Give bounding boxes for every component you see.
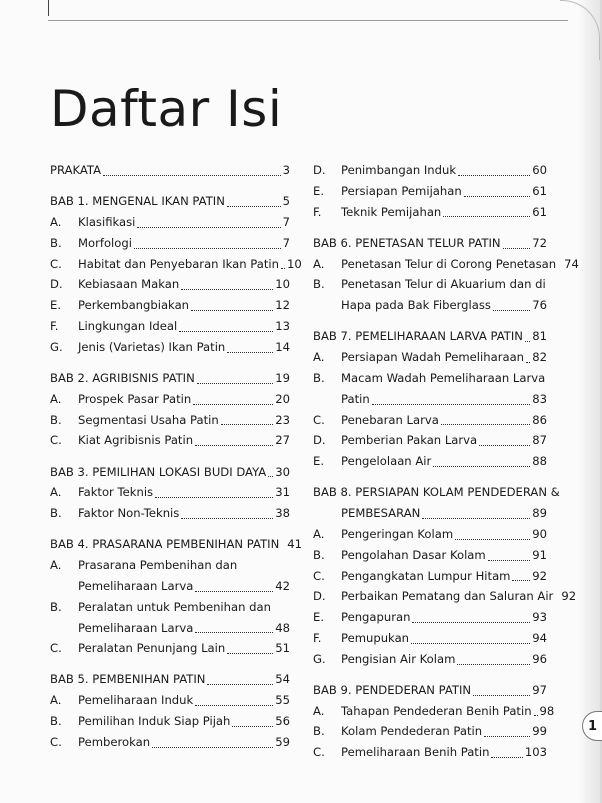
toc-entry[interactable] <box>313 649 547 670</box>
toc-entry-title: Pengolahan Dasar Kolam <box>341 547 486 562</box>
toc-entry-letter: D. <box>313 163 326 177</box>
toc-entry-letter: A. <box>50 485 62 500</box>
toc-entry-letter: A. <box>50 558 62 573</box>
dot-leader <box>193 403 273 405</box>
toc-entry-title: Tahapan Pendederan Benih Patin <box>341 703 532 718</box>
toc-page-number: 38 <box>275 506 290 521</box>
toc-page-number: 88 <box>532 454 547 469</box>
section-gap <box>50 181 290 191</box>
toc-entry[interactable] <box>313 368 547 389</box>
toc-page-number: 99 <box>532 724 547 739</box>
toc-entry[interactable] <box>313 410 547 431</box>
toc-entry-title: Morfologi <box>78 235 132 250</box>
toc-entry[interactable] <box>313 701 555 722</box>
dot-leader <box>232 725 273 727</box>
toc-entry-title: Faktor Teknis <box>78 485 154 500</box>
toc-entry-title: Pemupukan <box>341 630 410 645</box>
toc-page-number: 12 <box>275 298 290 313</box>
toc-page-number: 3 <box>282 163 290 177</box>
toc-page-number: 7 <box>282 235 290 250</box>
toc-entry-letter: A. <box>50 214 62 229</box>
toc-page-number: 13 <box>275 318 290 333</box>
toc-entry-letter: B. <box>50 599 62 614</box>
dot-leader <box>512 579 530 581</box>
toc-entry[interactable] <box>313 628 547 649</box>
toc-entry[interactable] <box>313 545 547 566</box>
toc-page-number: 91 <box>532 547 547 562</box>
dot-leader <box>534 714 538 716</box>
toc-column-left <box>50 160 303 753</box>
toc-entry-letter: B. <box>313 370 325 385</box>
toc-entry-title: Pemberian Pakan Larva <box>341 433 478 448</box>
toc-entry[interactable] <box>313 566 547 587</box>
toc-entry[interactable] <box>313 451 547 472</box>
toc-entry[interactable] <box>50 503 290 524</box>
toc-page-number: 5 <box>282 194 290 209</box>
toc-entry-title: Macam Wadah Pemeliharaan Larva <box>341 370 546 385</box>
toc-entry-title: Persiapan Wadah Pemeliharaan <box>341 350 525 365</box>
toc-entry-title: Pengapuran <box>341 610 411 625</box>
toc-page-number: 76 <box>532 298 547 313</box>
page-top-border <box>0 0 600 24</box>
toc-entry-title: Pemeliharaan Induk <box>78 693 194 708</box>
dot-leader <box>181 288 273 290</box>
toc-entry-title: Peralatan untuk Pembenihan dan <box>78 599 271 614</box>
toc-entry-letter: C. <box>50 256 62 271</box>
toc-chapter-entry[interactable] <box>313 326 547 347</box>
dot-leader <box>493 309 530 311</box>
section-gap <box>313 316 547 326</box>
toc-entry-continuation[interactable] <box>50 576 290 597</box>
section-gap <box>50 451 290 461</box>
dot-leader <box>525 340 530 342</box>
toc-page-number: 20 <box>275 391 290 406</box>
dot-leader <box>195 444 273 446</box>
toc-entry-letter: C. <box>50 734 62 749</box>
toc-entry[interactable] <box>50 690 290 711</box>
section-gap <box>50 524 290 534</box>
toc-entry[interactable] <box>313 274 547 295</box>
toc-entry[interactable] <box>313 202 547 223</box>
toc-entry-title: Perbaikan Pematang dan Saluran Air <box>341 589 554 604</box>
toc-chapter-entry[interactable] <box>50 669 290 690</box>
toc-page-number: 103 <box>524 745 547 760</box>
toc-entry[interactable] <box>313 524 547 545</box>
toc-entry[interactable] <box>50 212 290 233</box>
toc-entry-title: Segmentasi Usaha Patin <box>78 412 219 427</box>
dot-leader <box>441 423 530 425</box>
toc-page-number: 51 <box>275 641 290 656</box>
toc-entry-title: BAB 3. PEMILIHAN LOKASI BUDI DAYA <box>50 464 267 479</box>
toc-entry-title: BAB 4. PRASARANA PEMBENIHAN PATIN <box>50 537 280 552</box>
toc-entry-title: Kolam Pendederan Patin <box>341 724 483 739</box>
toc-page-number: 72 <box>532 235 547 250</box>
toc-entry[interactable] <box>50 316 290 337</box>
toc-chapter-entry[interactable] <box>50 191 290 212</box>
toc-entry[interactable] <box>50 254 302 275</box>
toc-entry-title: Pemilihan Induk Siap Pijah <box>78 714 231 729</box>
dot-leader <box>458 174 530 176</box>
toc-entry-title: Penimbangan Induk <box>341 163 457 177</box>
toc-entry[interactable] <box>50 711 290 732</box>
toc-entry[interactable] <box>50 233 290 254</box>
toc-entry-title: Persiapan Pemijahan <box>341 183 462 198</box>
toc-entry-title: Pengisian Air Kolam <box>341 651 456 666</box>
dot-leader <box>221 423 274 425</box>
toc-entry-title: Pengeringan Kolam <box>341 526 454 541</box>
dot-leader <box>479 444 530 446</box>
toc-entry-title: Penetasan Telur di Corong Penetasan <box>341 256 557 271</box>
toc-entry-letter: A. <box>313 350 325 365</box>
dot-leader <box>484 735 530 737</box>
toc-entry-title: PRAKATA <box>50 163 102 177</box>
toc-entry-letter: E. <box>50 298 62 313</box>
toc-chapter-entry[interactable] <box>50 462 290 483</box>
toc-entry-title: Pemeliharaan Larva <box>78 620 194 635</box>
toc-chapter-entry[interactable] <box>313 680 547 701</box>
toc-entry-continuation[interactable] <box>313 295 547 316</box>
toc-page-number: 42 <box>275 578 290 593</box>
toc-entry-title: Lingkungan Ideal <box>78 318 178 333</box>
toc-entry-letter: E. <box>313 183 325 198</box>
crop-mark <box>48 0 49 16</box>
dot-leader <box>191 309 273 311</box>
toc-page-number: 7 <box>282 214 290 229</box>
toc-page-number: 10 <box>286 256 302 271</box>
toc-page-number: 48 <box>275 620 290 635</box>
dot-leader <box>457 663 530 665</box>
toc-entry-title: Habitat dan Penyebaran Ikan Patin <box>78 256 279 271</box>
dot-leader <box>422 517 530 519</box>
toc-chapter-entry[interactable] <box>313 482 560 503</box>
toc-entry[interactable] <box>50 482 290 503</box>
toc-entry[interactable] <box>50 732 290 753</box>
toc-entry-title: Penebaran Larva <box>341 412 439 427</box>
toc-entry[interactable] <box>313 742 547 763</box>
toc-entry[interactable] <box>50 597 290 618</box>
section-gap <box>50 358 290 368</box>
toc-page-number: 98 <box>539 703 555 718</box>
toc-entry-letter: D. <box>313 589 326 604</box>
toc-chapter-entry[interactable] <box>50 534 303 555</box>
dot-leader <box>227 205 281 207</box>
toc-entry-title: BAB 9. PENDEDERAN PATIN <box>313 682 472 697</box>
toc-entry-title: Pengelolaan Air <box>341 454 432 469</box>
toc-entry-letter: C. <box>50 433 62 448</box>
toc-page-number: 90 <box>532 526 547 541</box>
toc-page-number: 97 <box>532 682 547 697</box>
toc-entry-letter: C. <box>313 745 325 760</box>
page-number: 1 <box>587 719 598 734</box>
toc-entry-letter: B. <box>313 277 325 292</box>
toc-page-number: 41 <box>287 537 303 552</box>
dot-leader <box>281 549 285 550</box>
toc-entry-letter: B. <box>50 412 62 427</box>
toc-page-number: 94 <box>532 630 547 645</box>
dot-leader <box>433 465 530 467</box>
toc-entry-title: BAB 8. PERSIAPAN KOLAM PENDEDERAN & <box>313 485 560 500</box>
toc-page-number: 61 <box>532 183 547 198</box>
section-gap <box>313 222 547 232</box>
toc-entry-letter: F. <box>313 204 322 219</box>
toc-page-number: 87 <box>532 433 547 448</box>
dot-leader <box>372 403 531 405</box>
toc-page-number: 92 <box>532 568 547 583</box>
page-title: Daftar Isi <box>50 80 283 138</box>
toc-page-number: 92 <box>561 589 577 604</box>
toc-entry[interactable] <box>50 337 290 358</box>
toc-entry-title: BAB 5. PEMBENIHAN PATIN <box>50 672 206 687</box>
dot-leader <box>195 590 273 592</box>
dot-leader <box>197 382 273 384</box>
toc-entry-title: Pengangkatan Lumpur Hitam <box>341 568 511 583</box>
toc-entry-letter: A. <box>313 256 325 271</box>
toc-entry-letter: A. <box>313 703 325 718</box>
toc-page-number: 60 <box>532 163 547 177</box>
toc-entry-letter: C. <box>313 412 325 427</box>
toc-entry-title: Pemeliharaan Benih Patin <box>341 745 490 760</box>
dot-leader <box>503 247 531 249</box>
toc-page-number: 23 <box>275 412 290 427</box>
toc-entry-title: BAB 6. PENETASAN TELUR PATIN <box>313 235 501 250</box>
toc-entry-title: Peralatan Penunjang Lain <box>78 641 226 656</box>
toc-page-number: 10 <box>275 277 290 292</box>
dot-leader <box>488 559 531 561</box>
toc-entry-continuation[interactable] <box>50 618 290 639</box>
section-gap <box>313 472 547 482</box>
toc-entry-title: Faktor Non-Teknis <box>78 506 180 521</box>
dot-leader <box>181 517 273 519</box>
toc-entry-letter: G. <box>50 339 63 354</box>
toc-entry[interactable] <box>50 638 290 659</box>
top-rule <box>48 20 568 21</box>
toc-entry-continuation[interactable] <box>313 503 547 524</box>
dot-leader <box>195 704 273 706</box>
dot-leader <box>207 683 273 685</box>
toc-entry-continuation[interactable] <box>313 389 547 410</box>
toc-entry-letter: A. <box>50 693 62 708</box>
toc-page-number: 31 <box>275 485 290 500</box>
toc-entry[interactable] <box>313 586 577 607</box>
dot-leader <box>281 267 285 269</box>
toc-entry-letter: C. <box>313 568 325 583</box>
toc-page-number: 54 <box>275 672 290 687</box>
toc-entry[interactable] <box>50 555 290 576</box>
toc-entry-letter: E. <box>313 454 325 469</box>
toc-entry-letter: D. <box>50 277 63 292</box>
toc-page-number: 27 <box>275 433 290 448</box>
toc-entry[interactable] <box>50 295 290 316</box>
toc-page-number: 83 <box>532 391 547 406</box>
toc-entry-title: BAB 2. AGRIBISNIS PATIN <box>50 370 195 385</box>
dot-leader <box>134 247 281 249</box>
toc-entry-title: Patin <box>341 391 370 406</box>
dot-leader <box>268 475 273 477</box>
toc-page-number: 81 <box>532 329 547 344</box>
dot-leader <box>526 361 530 363</box>
dot-leader <box>179 330 273 332</box>
toc-page-number: 59 <box>275 734 290 749</box>
toc-entry[interactable] <box>313 607 547 628</box>
toc-page-number: 56 <box>275 714 290 729</box>
toc-entry-title: Pemberokan <box>78 734 151 749</box>
toc-entry-letter: B. <box>50 714 62 729</box>
toc-page-number: 30 <box>275 464 290 479</box>
toc-page-number: 82 <box>532 350 547 365</box>
toc-entry[interactable] <box>313 721 547 742</box>
toc-entry-letter: B. <box>50 235 62 250</box>
toc-page-number: 61 <box>532 204 547 219</box>
section-gap <box>50 659 290 669</box>
page-edge-shadow <box>578 0 600 803</box>
toc-page-number: 93 <box>532 610 547 625</box>
dot-leader <box>195 631 273 633</box>
dot-leader <box>455 538 530 540</box>
toc-page-number: 86 <box>532 412 547 427</box>
toc-column-right <box>313 160 579 763</box>
toc-entry[interactable] <box>313 430 547 451</box>
toc-entry-letter: E. <box>313 610 325 625</box>
toc-entry-title: BAB 7. PEMELIHARAAN LARVA PATIN <box>313 329 523 344</box>
toc-entry-letter: G. <box>313 651 326 666</box>
toc-page-number: 19 <box>275 370 290 385</box>
toc-entry[interactable] <box>50 274 290 295</box>
dot-leader <box>558 268 562 269</box>
dot-leader <box>411 642 530 644</box>
toc-entry[interactable] <box>313 254 579 275</box>
dot-leader <box>155 496 273 498</box>
dot-leader <box>412 621 530 623</box>
toc-entry-title: Jenis (Varietas) Ikan Patin <box>78 339 226 354</box>
toc-entry[interactable] <box>313 160 547 181</box>
toc-entry[interactable] <box>50 410 290 431</box>
toc-chapter-entry[interactable] <box>313 233 547 254</box>
toc-chapter-entry[interactable] <box>50 368 290 389</box>
toc-entry-title: Prospek Pasar Patin <box>78 391 192 406</box>
toc-page-number: 74 <box>564 256 579 271</box>
toc-entry[interactable] <box>313 181 547 202</box>
toc-page-number: 14 <box>275 339 290 354</box>
dot-leader <box>152 746 273 748</box>
toc-entry-title: Hapa pada Bak Fiberglass <box>341 298 491 313</box>
toc-entry[interactable] <box>50 389 290 410</box>
toc-entry-letter: A. <box>50 391 62 406</box>
dot-leader <box>473 694 530 696</box>
toc-entry-letter: D. <box>313 433 326 448</box>
toc-page-number: 55 <box>275 693 290 708</box>
toc-entry-letter: F. <box>50 318 59 333</box>
toc-entry-title: Perkembangbiakan <box>78 298 190 313</box>
toc-entry-letter: B. <box>313 724 325 739</box>
section-gap <box>313 670 547 680</box>
dot-leader <box>464 195 531 197</box>
dot-leader <box>227 652 273 654</box>
toc-entry-letter: A. <box>313 526 325 541</box>
toc-page-number: 96 <box>532 651 547 666</box>
toc-entry-title: Pemeliharaan Larva <box>78 578 194 593</box>
toc-entry-title: PEMBESARAN <box>341 506 421 521</box>
toc-entry-title: Penetasan Telur di Akuarium dan di <box>341 277 546 292</box>
toc-entry-title: Prasarana Pembenihan dan <box>78 558 238 573</box>
toc-chapter-entry[interactable] <box>50 160 290 181</box>
toc-entry[interactable] <box>313 347 547 368</box>
dot-leader <box>443 215 530 217</box>
toc-entry-title: Kebiasaan Makan <box>78 277 180 292</box>
toc-entry-letter: B. <box>50 506 62 521</box>
dot-leader <box>103 174 281 176</box>
dot-leader <box>555 601 559 602</box>
toc-entry-title: Klasifikasi <box>78 214 136 229</box>
toc-page-number: 89 <box>532 506 547 521</box>
toc-entry-letter: B. <box>313 547 325 562</box>
toc-entry-title: BAB 1. MENGENAL IKAN PATIN <box>50 194 225 209</box>
dot-leader <box>227 351 273 353</box>
toc-entry-letter: C. <box>50 641 62 656</box>
toc-entry-title: Kiat Agribisnis Patin <box>78 433 194 448</box>
toc-entry-letter: F. <box>313 630 322 645</box>
toc-entry-title: Teknik Pemijahan <box>341 204 442 219</box>
dot-leader <box>491 756 522 758</box>
dot-leader <box>137 226 280 228</box>
toc-entry[interactable] <box>50 430 290 451</box>
